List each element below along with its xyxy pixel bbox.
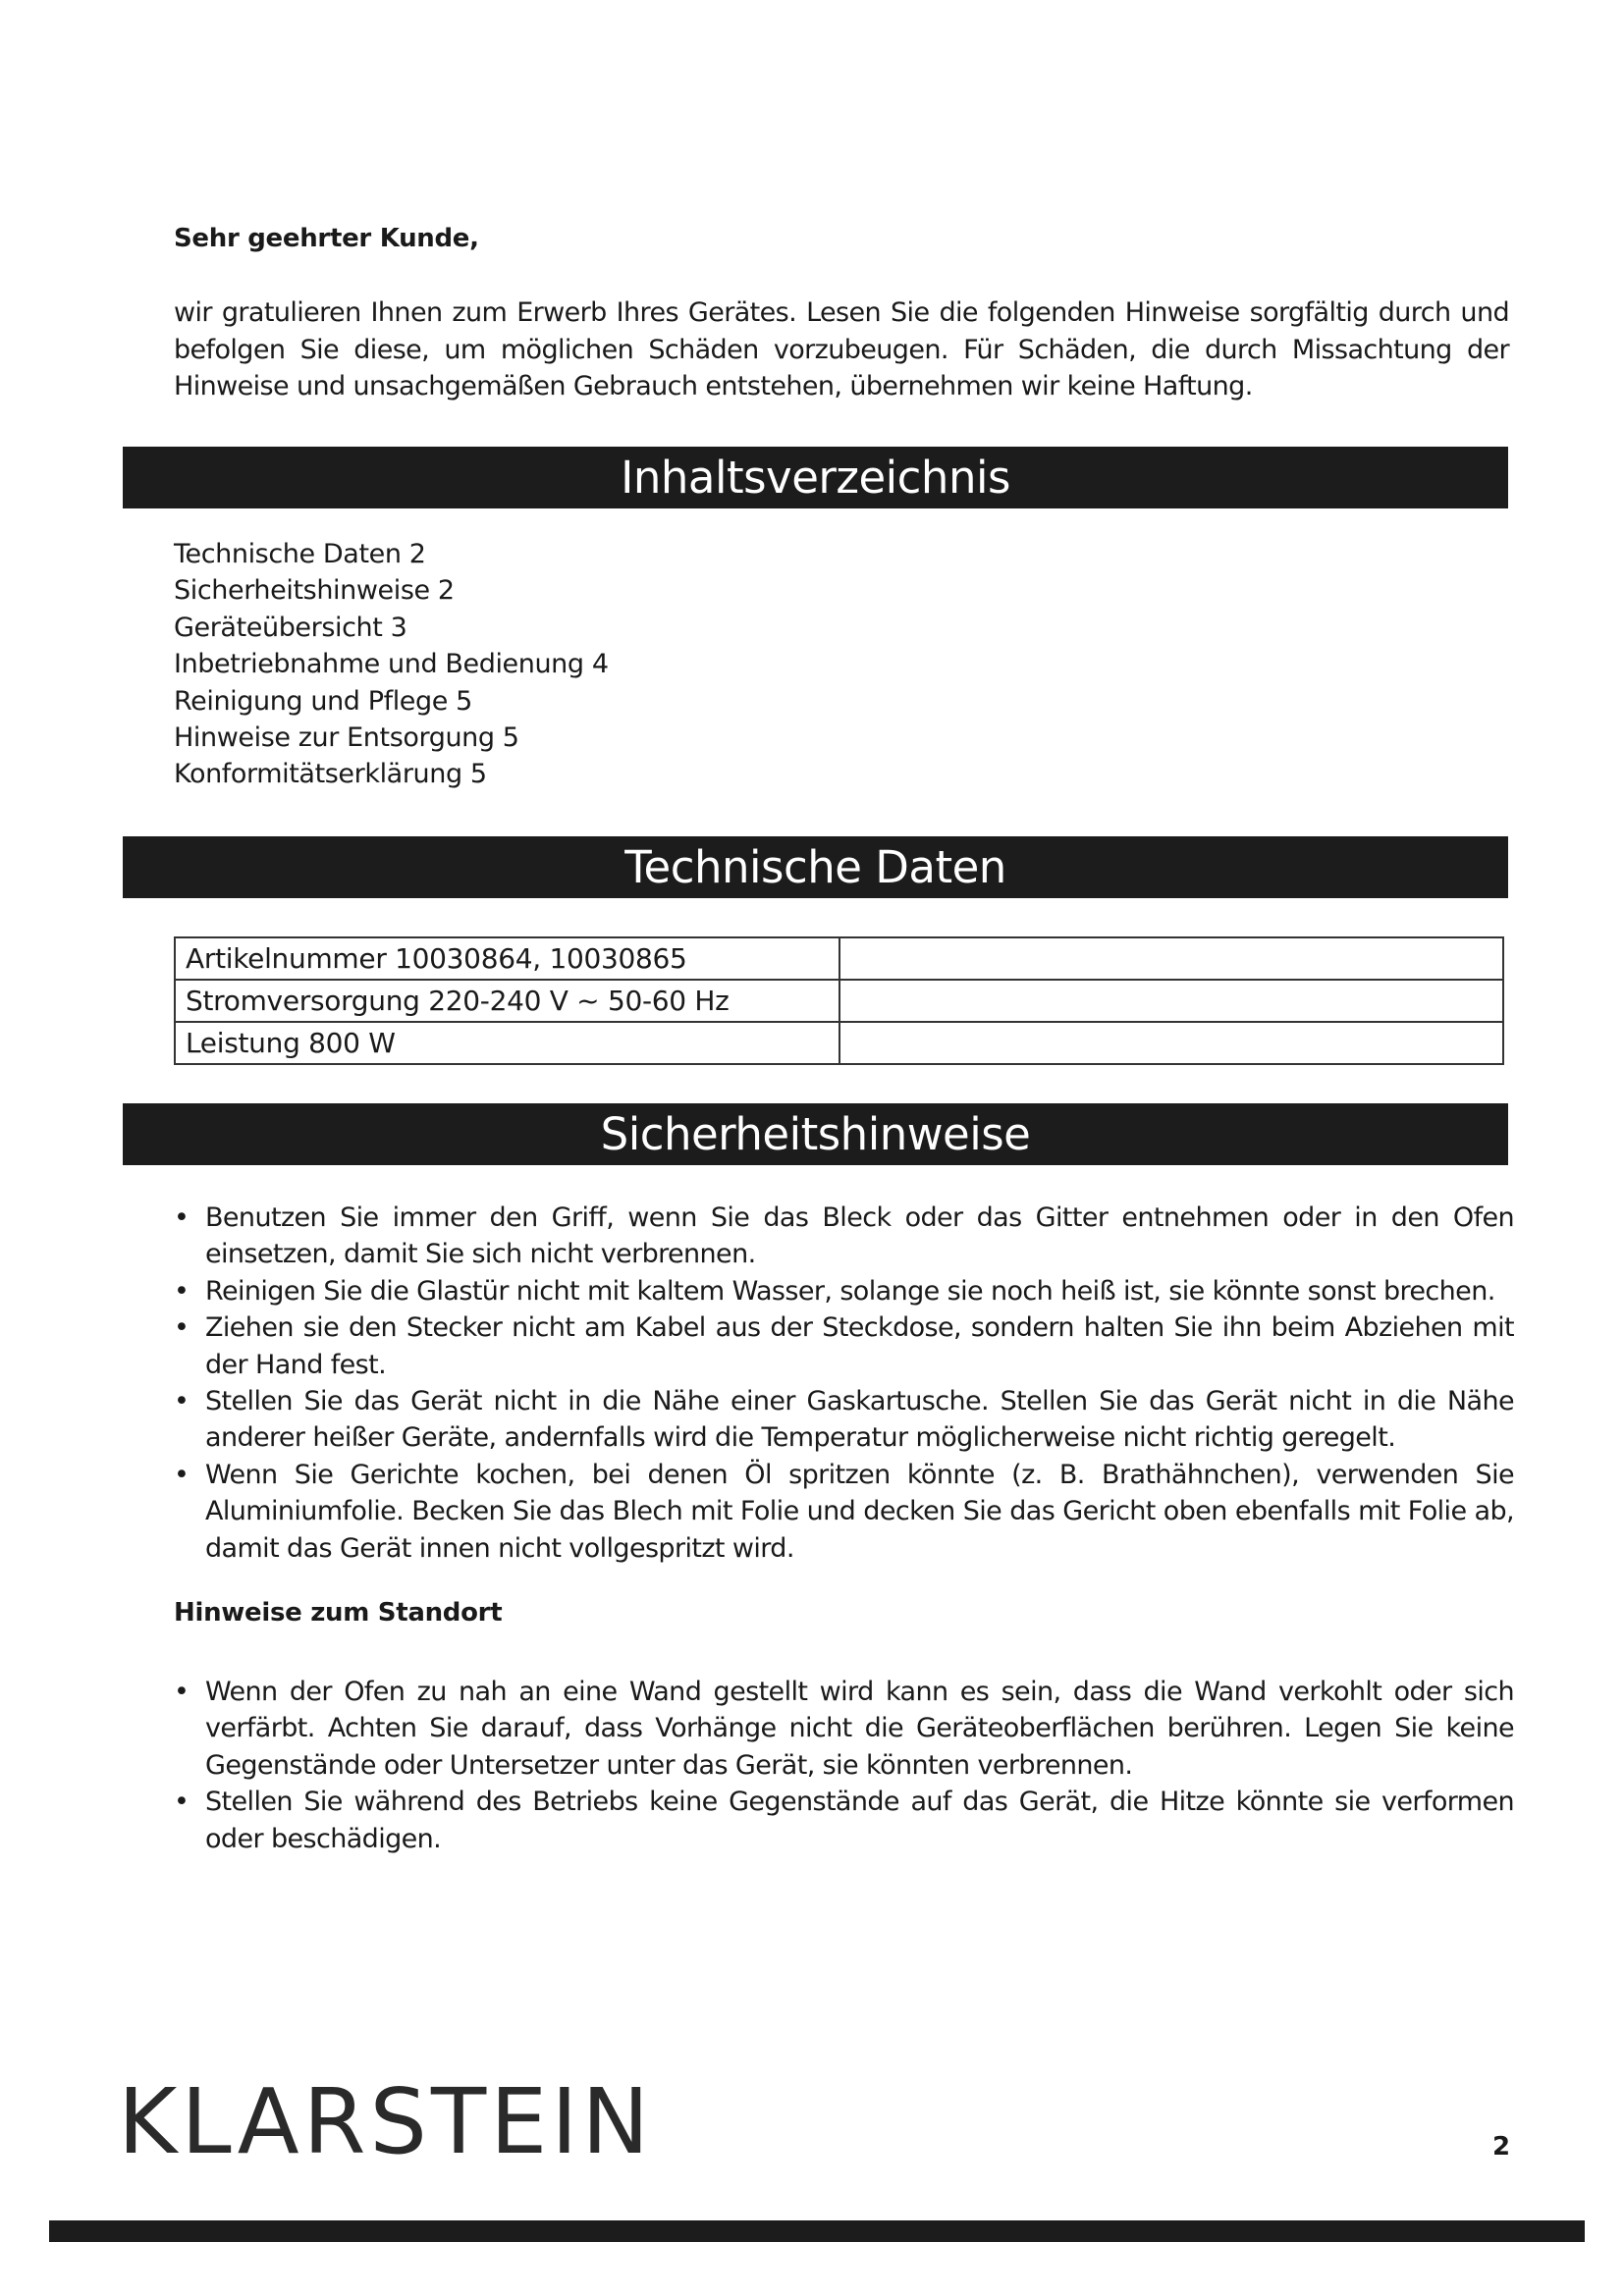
toc-item: Hinweise zur Entsorgung 5 bbox=[174, 722, 519, 754]
list-item-text: Stellen Sie während des Betriebs keine Gegenstände auf das Gerät, die Hitze könnte sie verformen oder beschädigen. bbox=[205, 1787, 1514, 1854]
list-item bbox=[174, 1383, 1514, 1457]
bullet-icon: • bbox=[174, 1787, 189, 1818]
section-header-toc: Inhaltsverzeichnis bbox=[123, 447, 1508, 508]
bullet-icon: • bbox=[174, 1312, 189, 1344]
intro-paragraph: wir gratulieren Ihnen zum Erwerb Ihres Gerätes. Lesen Sie die folgenden Hinweise sorgfältig durch und befolgen Sie diese, um möglichen Schäden vorzubeugen. Für Schäden, die durch Missachtung der Hinweise und unsachgemäßen Gebrauch entstehen, übernehmen wir keine Haftung. bbox=[174, 297, 1509, 401]
bullet-icon: • bbox=[174, 1202, 189, 1233]
brand-logo: KLARSTEIN bbox=[118, 2069, 654, 2174]
spec-label: Stromversorgung 220-240 V ~ 50-60 Hz bbox=[175, 980, 839, 1022]
list-item bbox=[174, 1200, 1514, 1273]
toc-item: Reinigung und Pflege 5 bbox=[174, 685, 472, 717]
list-item bbox=[174, 1674, 1514, 1784]
list-item-text: Ziehen sie den Stecker nicht am Kabel aus der Steckdose, sondern halten Sie ihn beim Abziehen mit der Hand fest. bbox=[205, 1312, 1514, 1380]
list-item bbox=[174, 1309, 1514, 1383]
toc-item: Geräteübersicht 3 bbox=[174, 612, 407, 643]
table-of-contents bbox=[174, 536, 609, 793]
bullet-icon: • bbox=[174, 1677, 189, 1707]
bullet-icon: • bbox=[174, 1459, 189, 1490]
section-header-safety: Sicherheitshinweise bbox=[123, 1103, 1508, 1165]
page-number: 2 bbox=[1492, 2132, 1511, 2162]
list-item bbox=[174, 1457, 1514, 1567]
list-item-text: Wenn Sie Gerichte kochen, bei denen Öl spritzen könnte (z. B. Brathähnchen), verwenden Sie Aluminiumfolie. Becken Sie das Blech mit Folie und decken Sie das Gericht oben ebenfalls mit Folie ab, damit das Gerät innen nicht vollgespritzt wird. bbox=[205, 1459, 1514, 1564]
list-item bbox=[174, 1784, 1514, 1857]
salutation: Sehr geehrter Kunde, bbox=[174, 224, 479, 253]
list-item bbox=[174, 1273, 1514, 1309]
toc-item: Konformitätserklärung 5 bbox=[174, 759, 487, 790]
toc-item: Inbetriebnahme und Bedienung 4 bbox=[174, 649, 609, 680]
section-header-tech: Technische Daten bbox=[123, 836, 1508, 898]
table-row bbox=[175, 937, 1503, 980]
specs-table bbox=[174, 936, 1504, 1065]
bullet-icon: • bbox=[174, 1386, 189, 1417]
location-heading: Hinweise zum Standort bbox=[174, 1598, 503, 1628]
spec-value bbox=[839, 1022, 1503, 1064]
spec-value bbox=[839, 980, 1503, 1022]
spec-value bbox=[839, 937, 1503, 980]
footer-divider bbox=[49, 2220, 1585, 2242]
spec-label: Leistung 800 W bbox=[175, 1022, 839, 1064]
list-item-text: Stellen Sie das Gerät nicht in die Nähe einer Gaskartusche. Stellen Sie das Gerät nicht in die Nähe anderer heißer Geräte, andernfalls wird die Temperatur möglicherweise nicht richtig geregelt. bbox=[205, 1386, 1514, 1454]
table-row bbox=[175, 1022, 1503, 1064]
toc-item: Sicherheitshinweise 2 bbox=[174, 575, 455, 607]
toc-item: Technische Daten 2 bbox=[174, 539, 426, 569]
list-item-text: Benutzen Sie immer den Griff, wenn Sie das Bleck oder das Gitter entnehmen oder in den Ofen einsetzen, damit Sie sich nicht verbrennen. bbox=[205, 1202, 1514, 1270]
safety-list bbox=[174, 1200, 1514, 1567]
list-item-text: Reinigen Sie die Glastür nicht mit kaltem Wasser, solange sie noch heiß ist, sie könnte sonst brechen. bbox=[205, 1275, 1495, 1307]
location-list bbox=[174, 1674, 1514, 1857]
list-item-text: Wenn der Ofen zu nah an eine Wand gestellt wird kann es sein, dass die Wand verkohlt oder sich verfärbt. Achten Sie darauf, dass Vorhänge nicht die Geräteoberflächen berühren. Legen Sie keine Gegenstände oder Untersetzer unter das Gerät, sie könnten verbrennen. bbox=[205, 1677, 1514, 1781]
bullet-icon: • bbox=[174, 1275, 189, 1307]
table-row bbox=[175, 980, 1503, 1022]
spec-label: Artikelnummer 10030864, 10030865 bbox=[175, 937, 839, 980]
